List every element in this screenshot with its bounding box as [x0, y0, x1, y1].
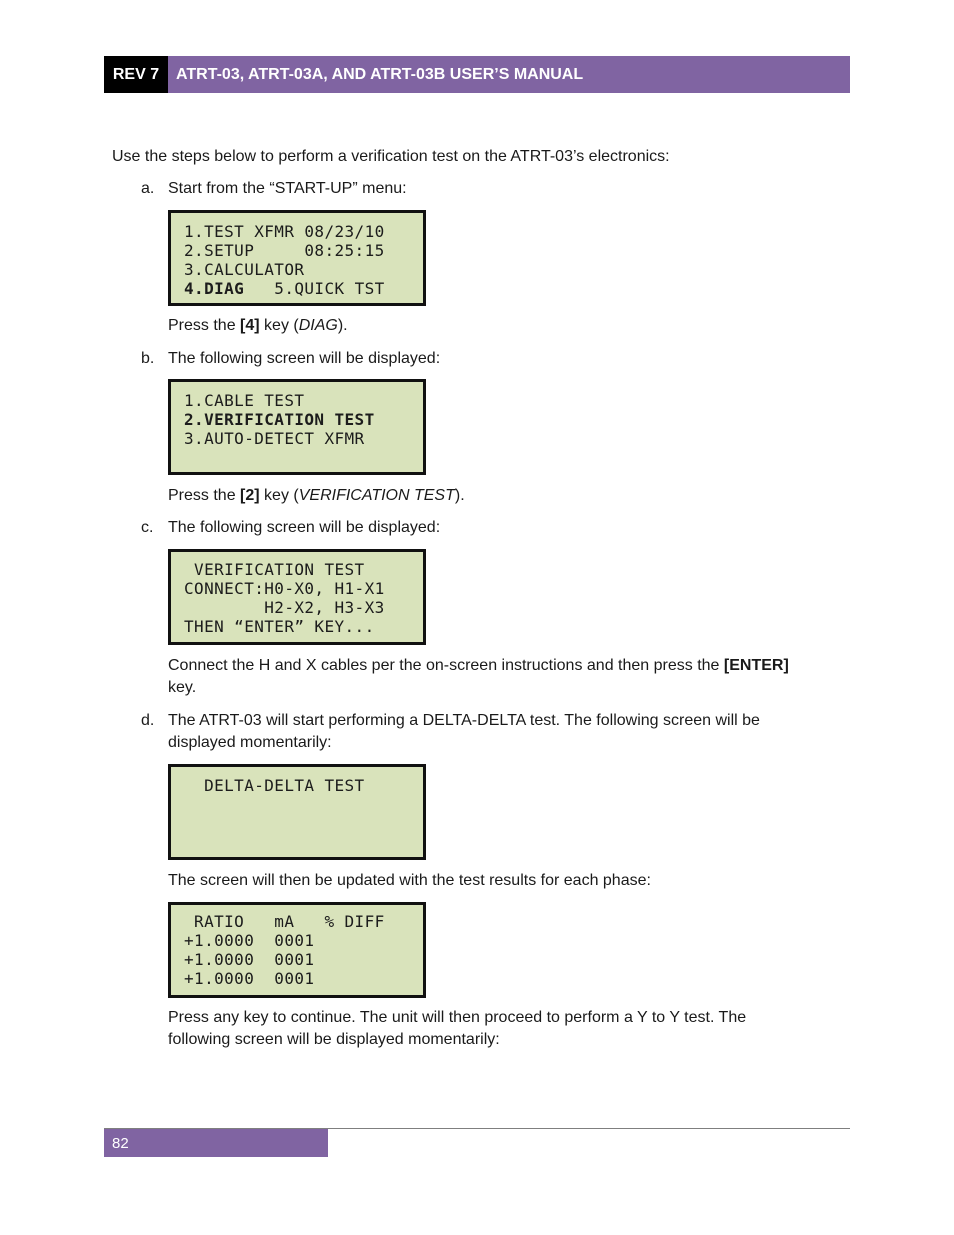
instruction-text: key ( [259, 487, 299, 504]
lcd-startup-menu [168, 210, 426, 306]
lcd-line: DELTA-DELTA TEST [184, 776, 365, 795]
instruction-text: ). [454, 487, 465, 504]
lcd-line: 3.AUTO-DETECT XFMR [184, 429, 365, 448]
key-2: [2] [240, 487, 260, 504]
lcd-line: 3.CALCULATOR [184, 260, 305, 279]
lcd-verification-test [168, 549, 426, 645]
lcd-line: H2-X2, H3-X3 [184, 598, 385, 617]
lcd-selected-item: 4.DIAG [184, 279, 245, 298]
page-number: 82 [104, 1129, 328, 1157]
step-text: displayed momentarily: [168, 734, 332, 751]
instruction-text: key. [168, 679, 197, 696]
step-text: The following screen will be displayed: [168, 350, 441, 367]
step-letter: b. [141, 350, 155, 367]
lcd-line-rest: 5.QUICK TST [244, 279, 385, 298]
instruction-text: Press any key to continue. The unit will then proceed to perform a Y to Y test. The [168, 1009, 747, 1026]
lcd-line: +1.0000 0001 [184, 931, 315, 950]
page-header [104, 56, 850, 93]
lcd-line: +1.0000 0001 [184, 969, 315, 988]
instruction-text: ). [337, 317, 348, 334]
key-name: VERIFICATION TEST [298, 487, 455, 504]
instruction-text: Connect the H and X cables per the on-screen instructions and then press the [168, 657, 724, 674]
lcd-selected-item: 2.VERIFICATION TEST [184, 410, 375, 429]
instruction-text: following screen will be displayed momentarily: [168, 1031, 500, 1048]
lcd-line [184, 279, 385, 298]
step-letter: d. [141, 712, 155, 729]
lcd-line: THEN “ENTER” KEY... [184, 617, 375, 636]
step-text: The ATRT-03 will start performing a DELTA-DELTA test. The following screen will be [168, 712, 760, 729]
instruction-text: Press the [168, 487, 241, 504]
lcd-line: VERIFICATION TEST [184, 560, 365, 579]
step-letter: a. [141, 180, 155, 197]
lcd-delta-delta-test [168, 764, 426, 860]
lcd-line: CONNECT:H0-X0, H1-X1 [184, 579, 385, 598]
instruction-text: key ( [259, 317, 299, 334]
step-letter: c. [141, 519, 154, 536]
lcd-line: 2.SETUP 08:25:15 [184, 241, 385, 260]
lcd-line: 1.CABLE TEST [184, 391, 305, 410]
lcd-diag-menu [168, 379, 426, 475]
revision-label: REV 7 [104, 56, 168, 93]
lcd-line: +1.0000 0001 [184, 950, 315, 969]
step-text: The following screen will be displayed: [168, 519, 441, 536]
lcd-line: RATIO mA % DIFF [184, 912, 385, 931]
lcd-test-results [168, 902, 426, 998]
intro-paragraph: Use the steps below to perform a verification test on the ATRT-03’s electronics: [112, 148, 670, 165]
key-name: DIAG [298, 317, 338, 334]
step-text: Start from the “START-UP” menu: [168, 180, 407, 197]
key-4: [4] [240, 317, 260, 334]
lcd-line: 1.TEST XFMR 08/23/10 [184, 222, 385, 241]
instruction-text: The screen will then be updated with the test results for each phase: [168, 872, 651, 889]
instruction-text: Press the [168, 317, 241, 334]
key-enter: [ENTER] [723, 657, 789, 674]
manual-title: ATRT-03, ATRT-03A, AND ATRT-03B USER’S MANUAL [168, 56, 850, 93]
